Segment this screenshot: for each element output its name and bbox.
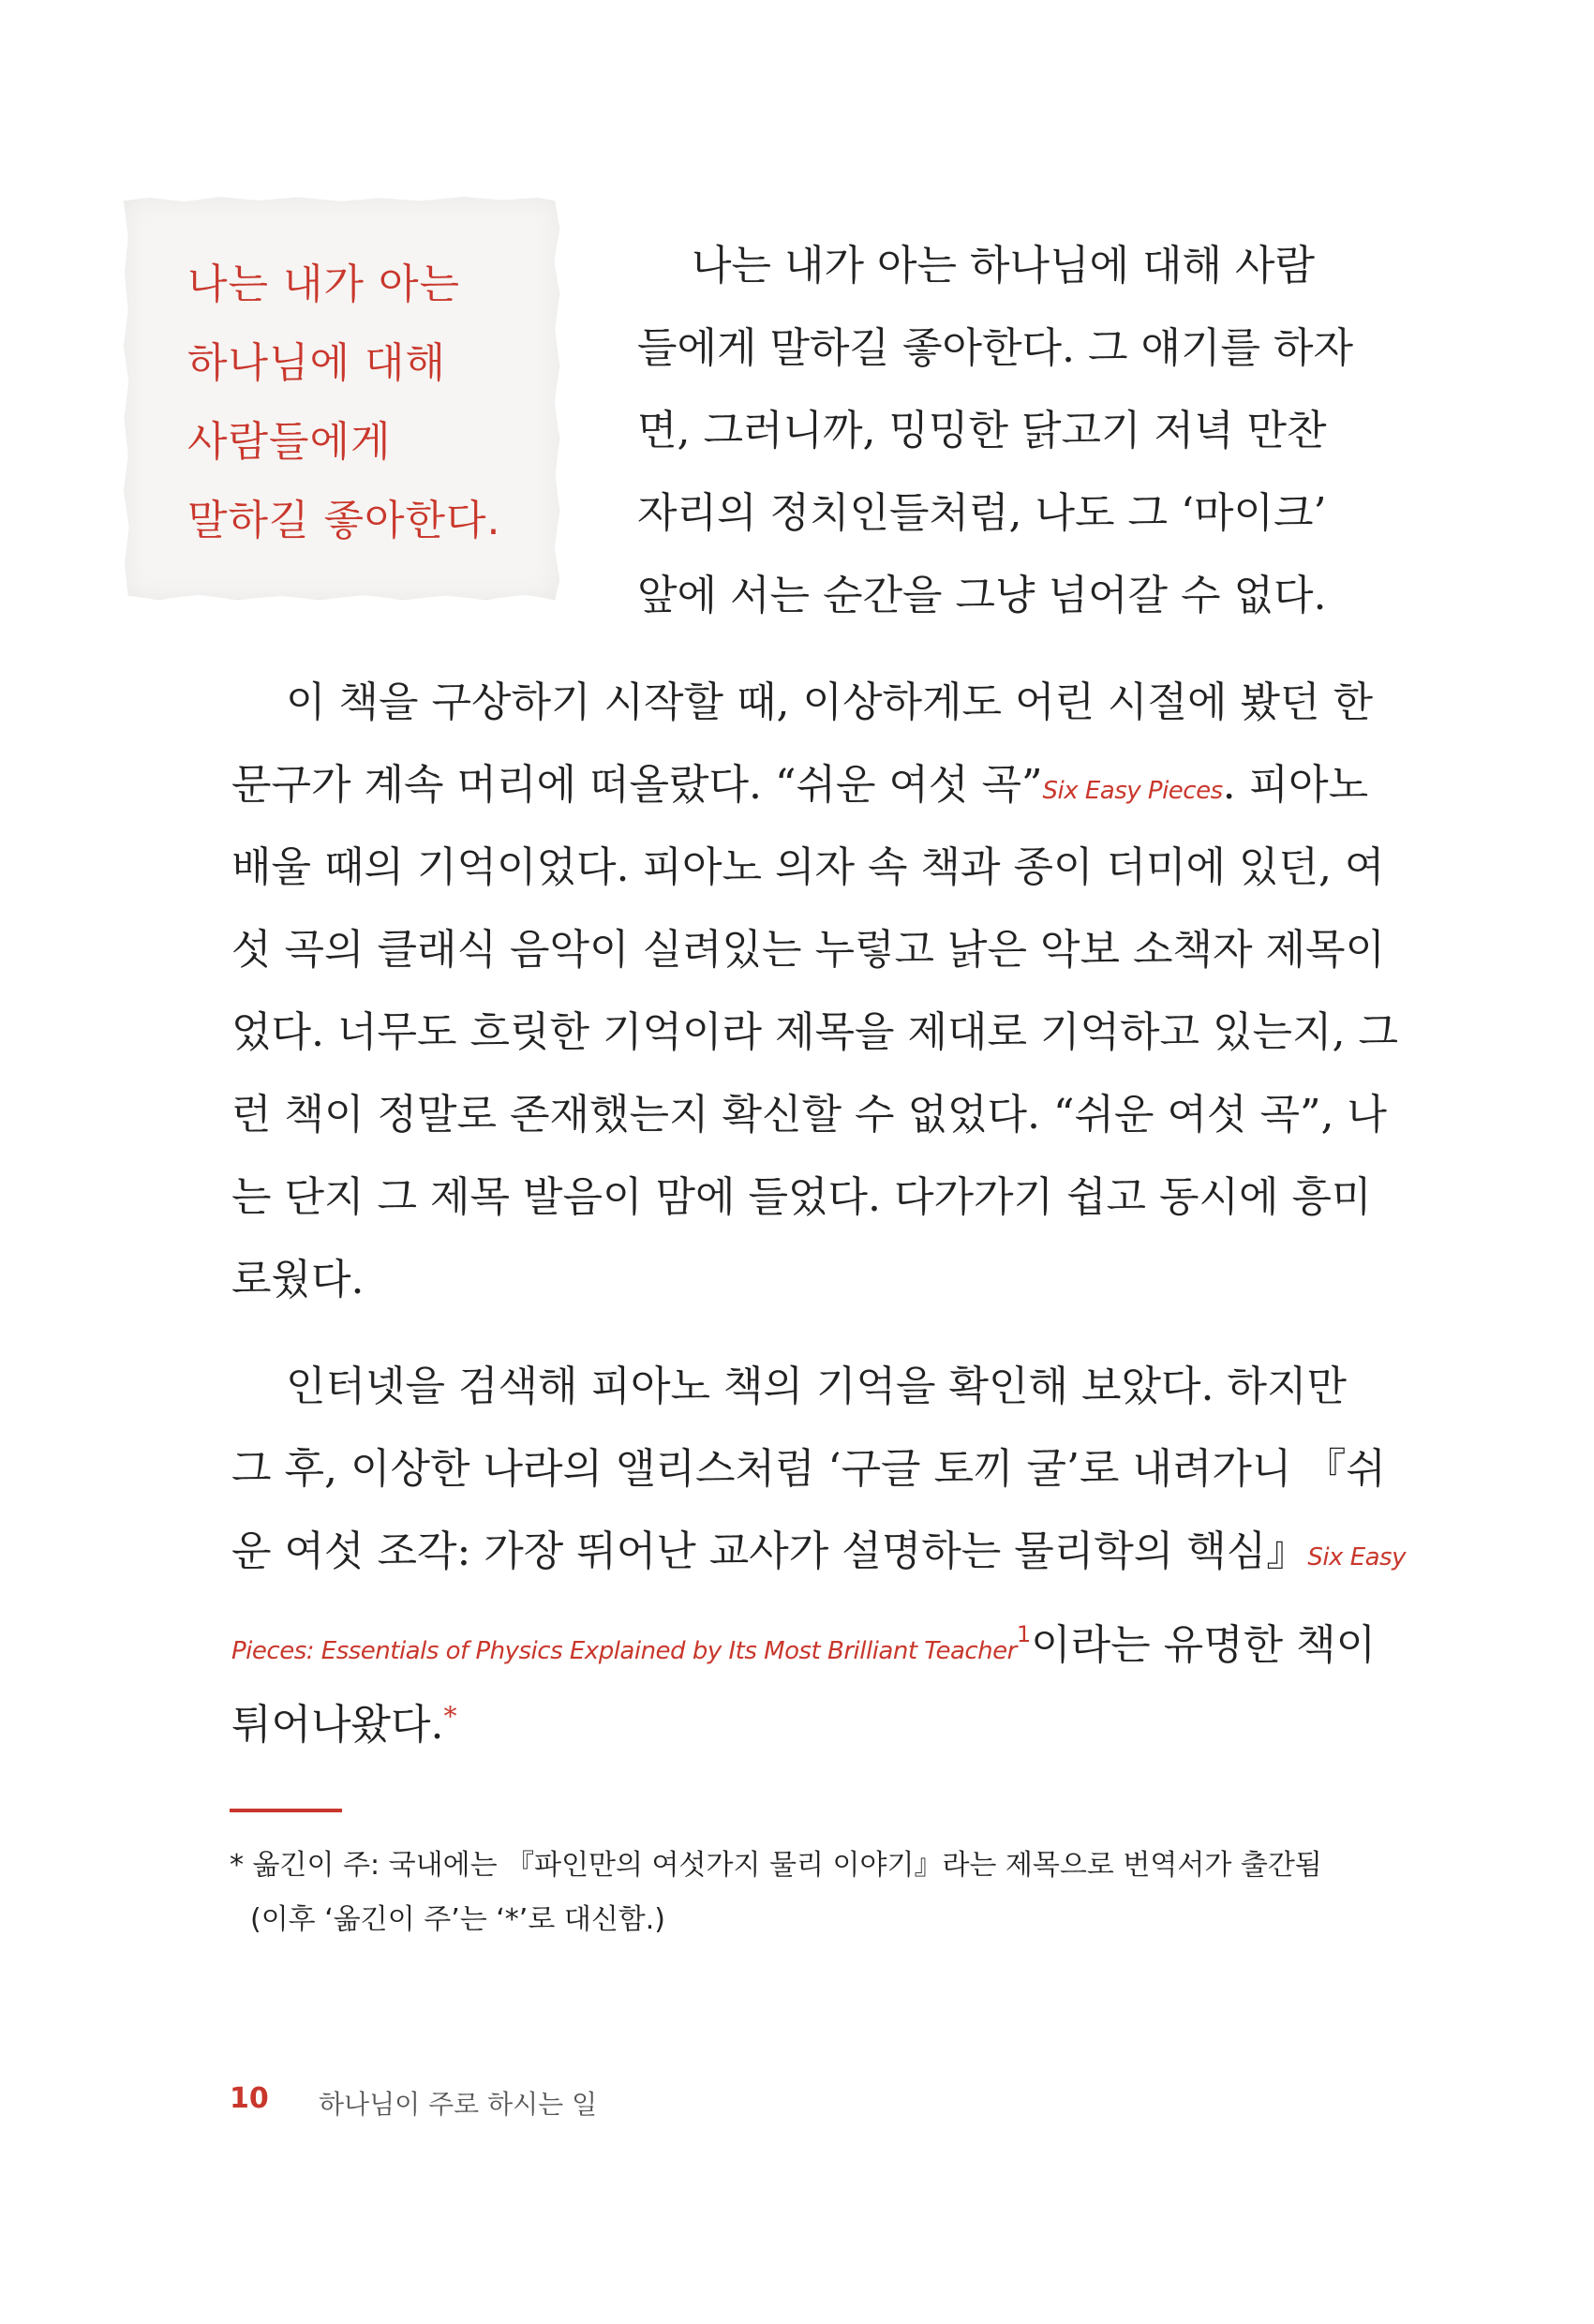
text-line: 는 단지 그 제목 발음이 맘에 들었다. 다가가기 쉽고 동시에 흥미	[231, 1173, 1372, 1221]
text-line: 들에게 말하길 좋아한다. 그 얘기를 하자	[637, 324, 1353, 372]
text-run: 이라는 유명한 책이	[1031, 1621, 1377, 1669]
footnote	[230, 1839, 1322, 1947]
endnote-marker: 1	[1016, 1621, 1032, 1647]
page-number: 10	[230, 2082, 269, 2115]
english-title: Six Easy	[1307, 1543, 1406, 1572]
pullquote-line: 사람들에게	[187, 418, 392, 466]
text-line	[231, 757, 1368, 813]
footnote-rule	[230, 1809, 342, 1812]
english-title: Six Easy Pieces	[1042, 777, 1223, 805]
pullquote-line: 나는 내가 아는	[187, 261, 460, 308]
text-line: 그 후, 이상한 나라의 앨리스처럼 ‘구글 토끼 굴’로 내려가니 『쉬	[231, 1445, 1386, 1493]
text-line: 었다. 너무도 흐릿한 기억이라 제목을 제대로 기억하고 있는지, 그	[231, 1008, 1398, 1056]
text-run: 운 여섯 조각: 가장 뛰어난 교사가 설명하는 물리학의 핵심』	[231, 1527, 1308, 1575]
text-run: . 피아노	[1222, 761, 1369, 809]
footnote-line: * 옮긴이 주: 국내에는 『파인만의 여섯가지 물리 이야기』라는 제목으로 번역서가 출간됨	[230, 1849, 1322, 1882]
english-title: Pieces: Essentials of Physics Explained by Its Most Brilliant Teacher	[231, 1637, 1017, 1665]
footnote-marker: *	[443, 1701, 457, 1732]
text-line	[231, 1606, 1377, 1669]
text-line: 배울 때의 기억이었다. 피아노 의자 속 책과 종이 더미에 있던, 여	[231, 843, 1385, 891]
text-run: 문구가 계속 머리에 떠올랐다. “쉬운 여섯 곡”	[231, 761, 1043, 809]
text-run: 튀어나왔다.	[231, 1701, 444, 1749]
text-line: 면, 그러니까, 밍밍한 닭고기 저녁 만찬	[637, 407, 1327, 454]
pullquote-line: 말하길 좋아한다.	[187, 497, 501, 544]
text-line	[231, 1524, 1406, 1580]
pullquote-line: 하나님에 대해	[187, 339, 447, 387]
pullquote	[187, 246, 562, 560]
text-line: 나는 내가 아는 하나님에 대해 사람	[692, 242, 1315, 290]
text-line: 섯 곡의 클래식 음악이 실려있는 누렇고 낡은 악보 소책자 제목이	[231, 926, 1385, 974]
text-line: 이 책을 구상하기 시작할 때, 이상하게도 어린 시절에 봤던 한	[286, 678, 1373, 726]
running-title: 하나님이 주로 하시는 일	[319, 2089, 598, 2120]
text-line: 앞에 서는 순간을 그냥 넘어갈 수 없다.	[637, 572, 1327, 619]
text-line: 로웠다.	[231, 1256, 365, 1304]
text-line	[231, 1689, 457, 1749]
footnote-line: (이후 ‘옮긴이 주’는 ‘*’로 대신함.)	[250, 1903, 666, 1936]
text-line: 자리의 정치인들처럼, 나도 그 ‘마이크’	[637, 489, 1327, 537]
text-line: 런 책이 정말로 존재했는지 확신할 수 없었다. “쉬운 여섯 곡”, 나	[231, 1091, 1387, 1139]
text-line: 인터넷을 검색해 피아노 책의 기억을 확인해 보았다. 하지만	[286, 1363, 1347, 1410]
